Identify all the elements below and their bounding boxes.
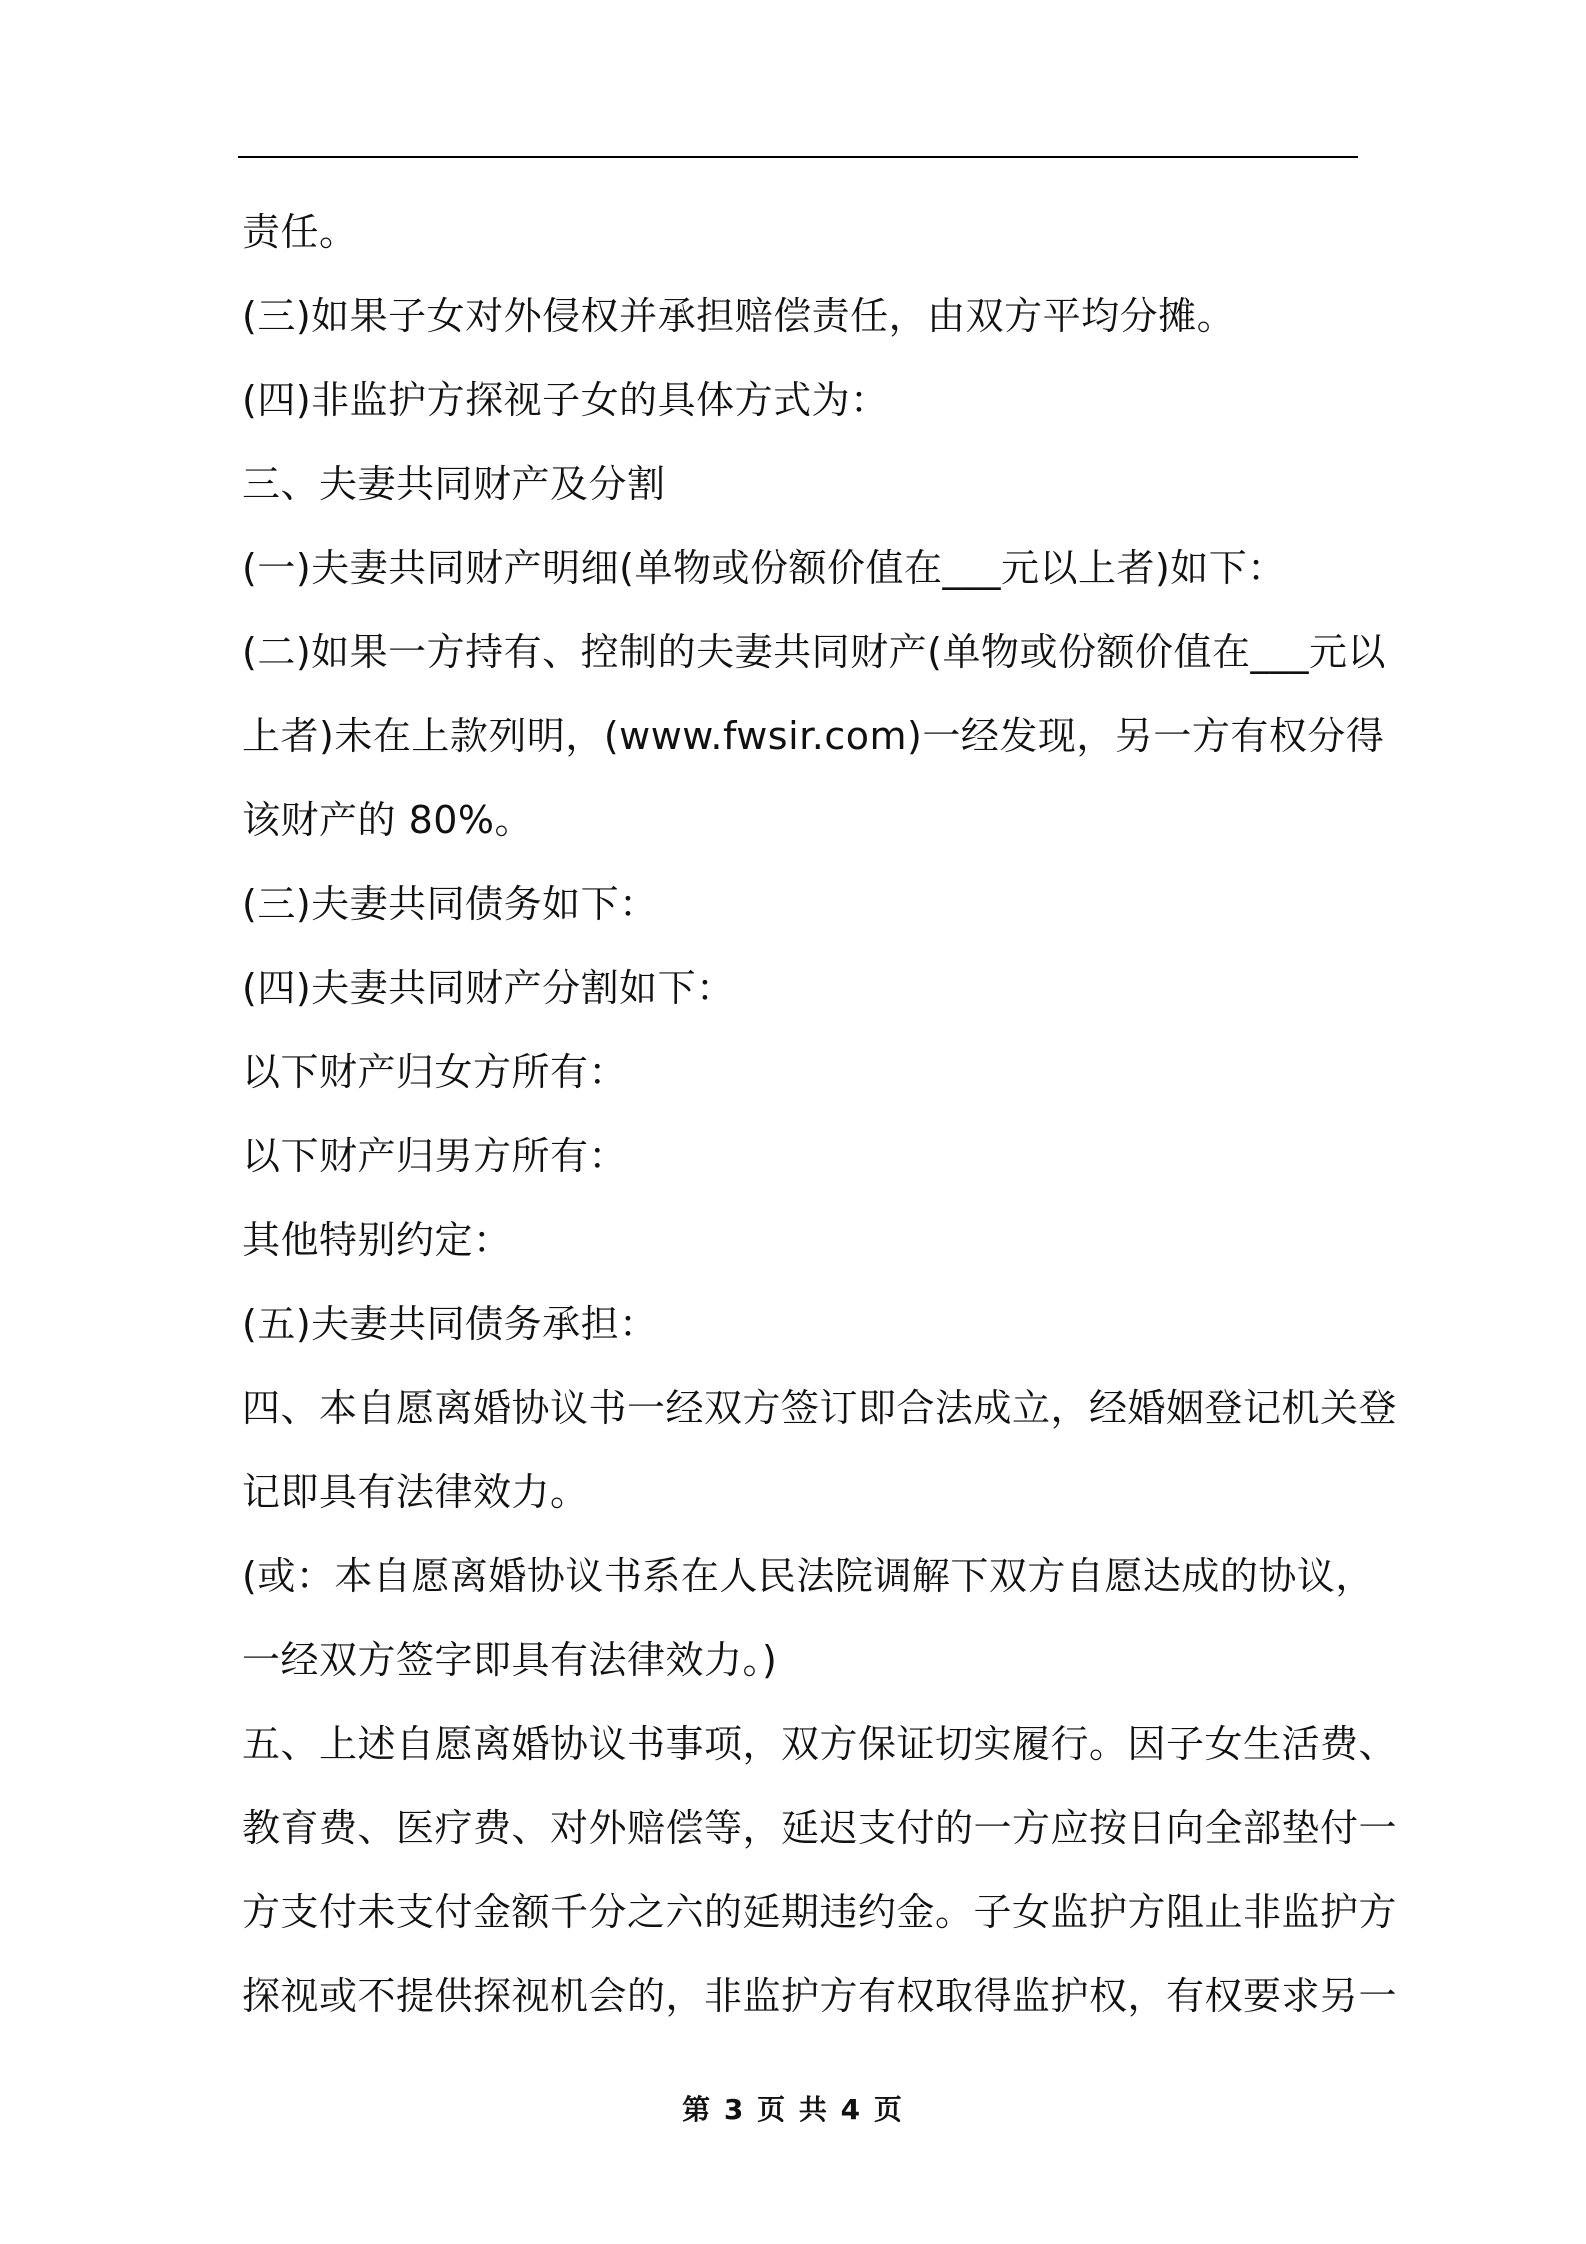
text-line: 一经双方签字即具有法律效力。): [242, 1638, 778, 1682]
section-heading: 四、本自愿离婚协议书一经双方签订即合法成立，经婚姻登记机关登: [242, 1386, 1398, 1430]
text-line: 教育费、医疗费、对外赔偿等，延迟支付的一方应按日向全部垫付一: [242, 1806, 1398, 1850]
document-body: [242, 190, 1398, 2038]
text-line: 以下财产归男方所有：: [242, 1134, 628, 1178]
text-line: (三)如果子女对外侵权并承担赔偿责任，由双方平均分摊。: [242, 294, 1236, 338]
text-line: 该财产的 80%。: [242, 798, 534, 842]
text-line: (或：本自愿离婚协议书系在人民法院调解下双方自愿达成的协议，: [242, 1554, 1374, 1598]
text-line: 以下财产归女方所有：: [242, 1050, 628, 1094]
text-line: (四)非监护方探视子女的具体方式为：: [242, 378, 889, 422]
text-line: 其他特别约定：: [242, 1218, 512, 1262]
text-line: (四)夫妻共同财产分割如下：: [242, 966, 735, 1010]
text-line: (五)夫妻共同债务承担：: [242, 1302, 658, 1346]
page-number-footer: 第 3 页 共 4 页: [682, 2093, 904, 2126]
text-line: (二)如果一方持有、控制的夫妻共同财产(单物或份额价值在___元以: [242, 630, 1386, 674]
text-line: (一)夫妻共同财产明细(单物或份额价值在___元以上者)如下：: [242, 546, 1286, 590]
text-line: (三)夫妻共同债务如下：: [242, 882, 658, 926]
text-line: 责任。: [242, 210, 358, 254]
header-rule: [238, 156, 1358, 158]
text-line: 探视或不提供探视机会的，非监护方有权取得监护权，有权要求另一: [242, 1974, 1398, 2018]
section-heading: 三、夫妻共同财产及分割: [242, 462, 666, 506]
text-line: 上者)未在上款列明，(www.fwsir.com)一经发现，另一方有权分得: [242, 714, 1385, 758]
text-line: 方支付未支付金额千分之六的延期违约金。子女监护方阻止非监护方: [242, 1890, 1398, 1934]
text-line: 记即具有法律效力。: [242, 1470, 589, 1514]
section-heading: 五、上述自愿离婚协议书事项，双方保证切实履行。因子女生活费、: [242, 1722, 1398, 1766]
